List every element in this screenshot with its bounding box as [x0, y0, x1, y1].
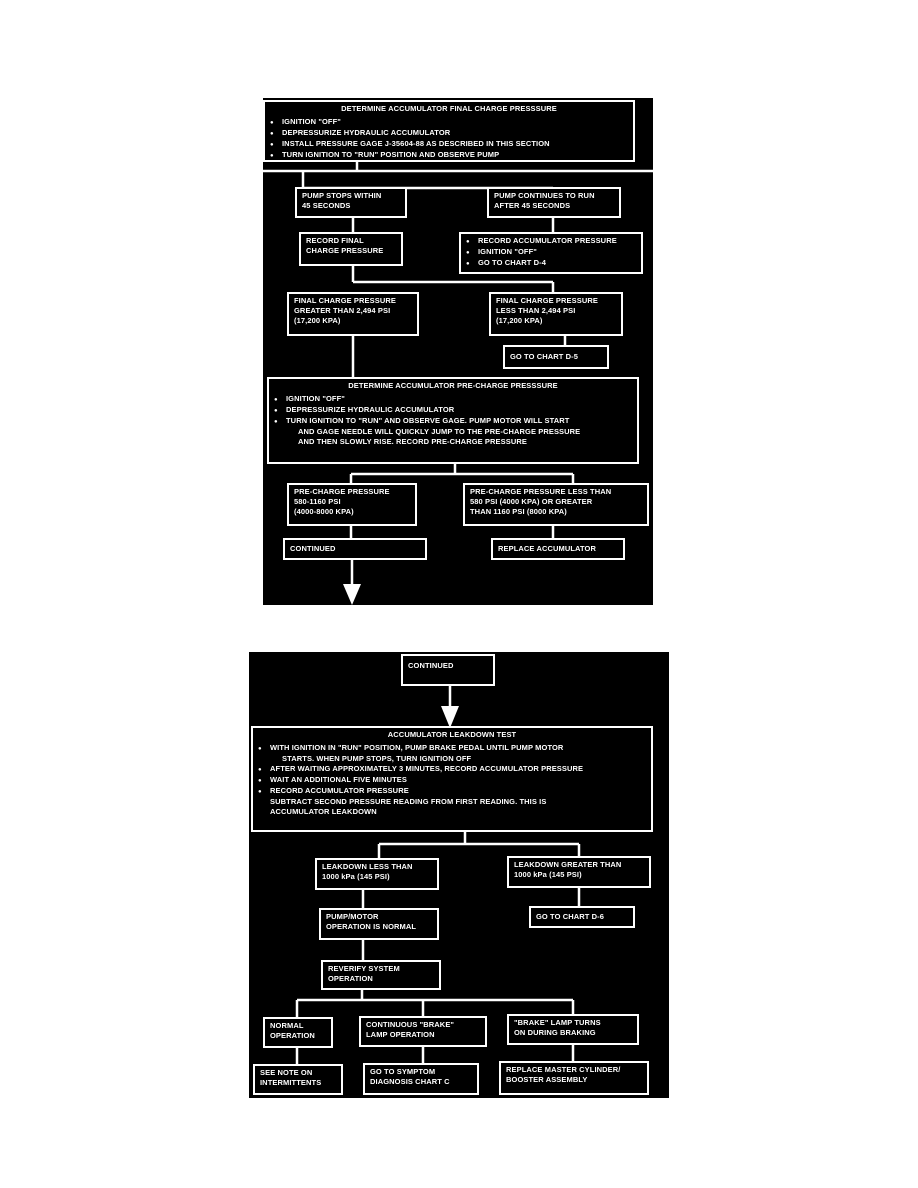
- pump-continues-line: AFTER 45 SECONDS: [494, 201, 571, 210]
- reverify-line: OPERATION: [328, 974, 373, 983]
- final-greater-line: FINAL CHARGE PRESSURE: [294, 296, 396, 305]
- record-accumulator-box: [459, 232, 643, 274]
- record-final-line: CHARGE PRESSURE: [306, 246, 384, 255]
- leakdown-step-continuation: ACCUMULATOR LEAKDOWN: [270, 807, 377, 816]
- final-less-line: FINAL CHARGE PRESSURE: [496, 296, 598, 305]
- lamp-turns-line: "BRAKE" LAMP TURNS: [514, 1018, 601, 1027]
- chart-d5-label: GO TO CHART D-5: [510, 352, 579, 361]
- final-charge-step: ● INSTALL PRESSURE GAGE J-35604-88 AS DESCRIBED IN THIS SECTION: [270, 139, 628, 150]
- pump-normal-box: [319, 908, 439, 940]
- pre-ok-box: [287, 483, 417, 526]
- leakdown-greater-line: LEAKDOWN GREATER THAN: [514, 860, 622, 869]
- final-charge-step: ● DEPRESSURIZE HYDRAULIC ACCUMULATOR: [270, 128, 628, 139]
- final-charge-box: [263, 100, 635, 162]
- pre-bad-line: PRE-CHARGE PRESSURE LESS THAN: [470, 487, 612, 496]
- final-less-box: [489, 292, 623, 336]
- replace-master-box: [499, 1061, 649, 1095]
- lamp-turns-box: [507, 1014, 639, 1045]
- pre-ok-line: (4000-8000 KPA): [294, 507, 354, 516]
- final-greater-line: GREATER THAN 2,494 PSI: [294, 306, 391, 315]
- see-note-line: INTERMITTENTS: [260, 1078, 322, 1087]
- continuous-lamp-box: [359, 1016, 487, 1047]
- leakdown-less-box: [315, 858, 439, 890]
- normal-operation-line: OPERATION: [270, 1031, 315, 1040]
- pre-bad-box: [463, 483, 649, 526]
- pump-stops-line: PUMP STOPS WITHIN: [302, 191, 382, 200]
- leakdown-step: ● WITH IGNITION IN "RUN" POSITION, PUMP BRAKE PEDAL UNTIL PUMP MOTOR: [258, 743, 646, 754]
- pump-normal-line: OPERATION IS NORMAL: [326, 922, 417, 931]
- pre-charge-continuation: AND THEN SLOWLY RISE. RECORD PRE-CHARGE PRESSURE: [298, 437, 527, 446]
- final-charge-step: ● TURN IGNITION TO "RUN" POSITION AND OBSERVE PUMP: [270, 150, 628, 161]
- reverify-box: [321, 960, 441, 990]
- pre-ok-line: PRE-CHARGE PRESSURE: [294, 487, 390, 496]
- pre-charge-continuation: AND GAGE NEEDLE WILL QUICKLY JUMP TO THE PRE-CHARGE PRESSURE: [298, 427, 581, 436]
- continuous-lamp-line: CONTINUOUS "BRAKE": [366, 1020, 455, 1029]
- pre-charge-step: ● DEPRESSURIZE HYDRAULIC ACCUMULATOR: [274, 405, 632, 416]
- final-greater-line: (17,200 KPA): [294, 316, 341, 325]
- record-accumulator-line: ● IGNITION "OFF": [466, 247, 636, 258]
- pre-charge-box: [267, 377, 639, 464]
- pre-charge-step: ● TURN IGNITION TO "RUN" AND OBSERVE GAGE. PUMP MOTOR WILL START: [274, 416, 632, 427]
- leakdown-step-continuation: SUBTRACT SECOND PRESSURE READING FROM FIRST READING. THIS IS: [270, 797, 547, 806]
- record-final-line: RECORD FINAL: [306, 236, 364, 245]
- leakdown-step: ● RECORD ACCUMULATOR PRESSURE: [258, 786, 646, 797]
- leakdown-greater-box: [507, 856, 651, 888]
- leakdown-test-box: [251, 726, 653, 832]
- pump-continues-line: PUMP CONTINUES TO RUN: [494, 191, 595, 200]
- chart-d5-box: [503, 345, 609, 369]
- leakdown-step: ● WAIT AN ADDITIONAL FIVE MINUTES: [258, 775, 646, 786]
- continued-box-2: [401, 654, 495, 686]
- record-final-box: [299, 232, 403, 266]
- reverify-line: REVERIFY SYSTEM: [328, 964, 400, 973]
- see-note-line: SEE NOTE ON: [260, 1068, 313, 1077]
- pre-bad-line: THAN 1160 PSI (8000 KPA): [470, 507, 567, 516]
- flowchart-panel-1: [263, 98, 653, 605]
- final-charge-step: ● IGNITION "OFF": [270, 117, 628, 128]
- leakdown-less-line: 1000 kPa (145 PSI): [322, 872, 390, 881]
- replace-master-line: REPLACE MASTER CYLINDER/: [506, 1065, 621, 1074]
- leakdown-less-line: LEAKDOWN LESS THAN: [322, 862, 413, 871]
- leakdown-step-continuation: STARTS. WHEN PUMP STOPS, TURN IGNITION OFF: [282, 754, 472, 763]
- down-arrow-icon: [343, 584, 361, 605]
- final-greater-box: [287, 292, 419, 336]
- pump-continues-box: [487, 187, 621, 218]
- record-accumulator-line: ● GO TO CHART D-4: [466, 258, 636, 269]
- go-symptom-line: DIAGNOSIS CHART C: [370, 1077, 450, 1086]
- leakdown-title: ACCUMULATOR LEAKDOWN TEST: [387, 730, 517, 739]
- continued-label: CONTINUED: [290, 544, 336, 553]
- pump-stops-line: 45 SECONDS: [302, 201, 351, 210]
- final-less-line: (17,200 KPA): [496, 316, 543, 325]
- normal-operation-box: [263, 1017, 333, 1048]
- leakdown-step: ● AFTER WAITING APPROXIMATELY 3 MINUTES, RECORD ACCUMULATOR PRESSURE: [258, 764, 646, 775]
- flowchart-panel-2: [249, 652, 669, 1098]
- normal-operation-line: NORMAL: [270, 1021, 304, 1030]
- pre-charge-title: DETERMINE ACCUMULATOR PRE-CHARGE PRESSSURE: [348, 381, 558, 390]
- replace-accumulator-label: REPLACE ACCUMULATOR: [498, 544, 597, 553]
- replace-accumulator-box: [491, 538, 625, 560]
- down-arrow-icon: [441, 706, 459, 728]
- pump-stops-box: [295, 187, 407, 218]
- see-note-box: [253, 1064, 343, 1095]
- leakdown-greater-line: 1000 kPa (145 PSI): [514, 870, 582, 879]
- record-accumulator-line: ● RECORD ACCUMULATOR PRESSURE: [466, 236, 636, 247]
- final-less-line: LESS THAN 2,494 PSI: [496, 306, 576, 315]
- go-symptom-line: GO TO SYMPTOM: [370, 1067, 436, 1076]
- lamp-turns-line: ON DURING BRAKING: [514, 1028, 596, 1037]
- continued-box: [283, 538, 427, 560]
- pre-ok-line: 580-1160 PSI: [294, 497, 341, 506]
- pre-charge-step: ● IGNITION "OFF": [274, 394, 632, 405]
- chart-d6-label: GO TO CHART D-6: [536, 912, 605, 921]
- replace-master-line: BOOSTER ASSEMBLY: [506, 1075, 588, 1084]
- chart-d6-box: [529, 906, 635, 928]
- continued-label-2: CONTINUED: [408, 661, 454, 670]
- pre-bad-line: 580 PSI (4000 KPA) OR GREATER: [470, 497, 593, 506]
- go-symptom-box: [363, 1063, 479, 1095]
- continuous-lamp-line: LAMP OPERATION: [366, 1030, 435, 1039]
- pump-normal-line: PUMP/MOTOR: [326, 912, 379, 921]
- final-charge-title: DETERMINE ACCUMULATOR FINAL CHARGE PRESSSURE: [341, 104, 557, 113]
